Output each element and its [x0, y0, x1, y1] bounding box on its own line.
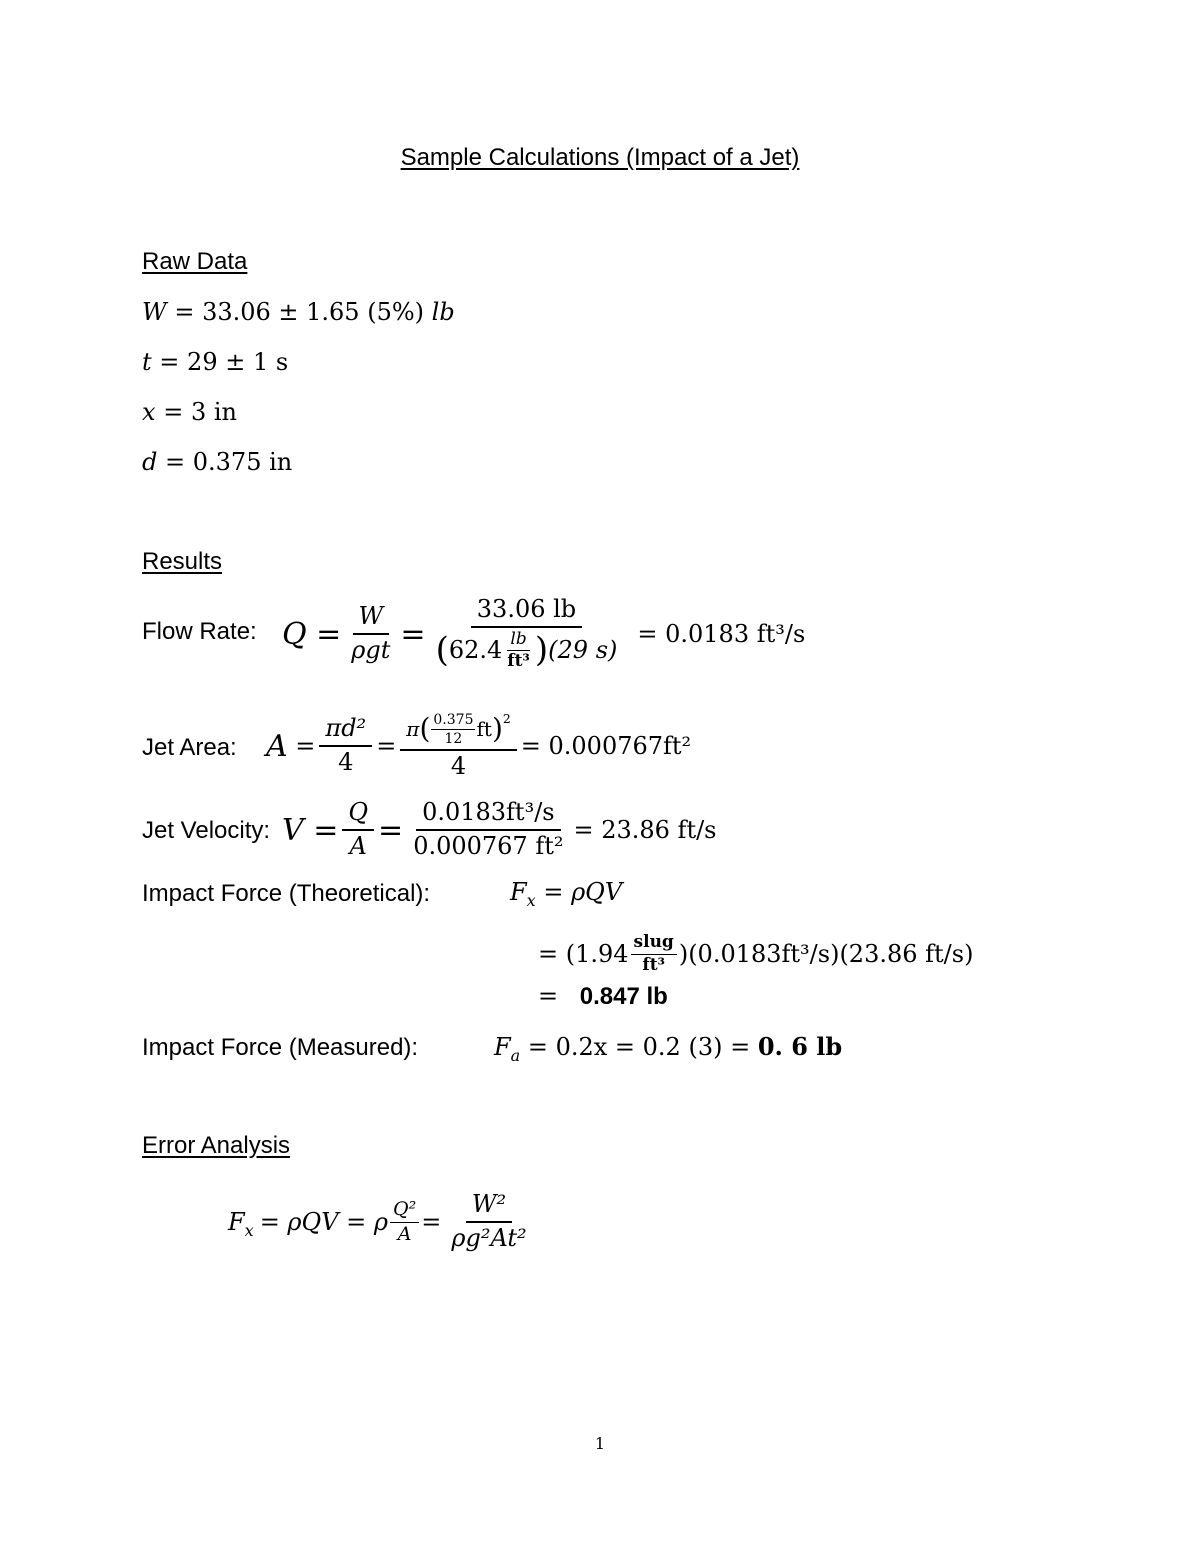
jet-area-result: = 0.000767ft²	[520, 732, 692, 760]
distance-symbol: x	[142, 398, 156, 426]
impact-measured-formula: $F_a = 0.2x = 0.2$ (3) = 0. 6 lb	[494, 1032, 843, 1065]
flow-rate-lhs: Q	[282, 616, 307, 652]
weight-unit: lb	[431, 298, 455, 326]
impact-measured-label: Impact Force (Measured):	[142, 1034, 419, 1061]
jet-area-fraction-1: $\frac{\text{πd²}}{4}$	[319, 715, 372, 776]
jet-velocity-lhs: V	[282, 812, 304, 848]
distance-value: 3 in	[190, 398, 237, 426]
jet-area-fraction-2: π ( $\frac{0.375}{12}$ ft ) $^2$ 4	[400, 712, 516, 781]
diameter-value: 0.375 in	[192, 448, 293, 476]
raw-diameter: d = 0.375 in	[142, 448, 293, 476]
inner-diameter-fraction: $\frac{0.375}{12}$	[433, 711, 474, 747]
raw-distance: x = 3 in	[142, 398, 237, 426]
error-fraction-1: $\frac{\text{Q²}}{A}$	[390, 1199, 419, 1246]
error-fraction-2: $\frac{\text{W²}}{\text{ρg²At²}}$	[451, 1190, 527, 1252]
density-unit-fraction: $\frac{lb}{\text{ft³}}$	[507, 628, 530, 672]
raw-weight: W = 33.06 ± 1.65 (5%) lb	[142, 298, 455, 326]
weight-symbol: W	[142, 298, 167, 326]
impact-theoretical-substitution: = (1.94 $\frac{\text{slug}}{\text{ft³}}$ )(0.0183ft³/s)(23.86 ft/s)	[538, 931, 974, 975]
flow-rate-fraction-2: 33.06 lb ( 62.4 $\frac{lb}{\text{ft³}}$ ) (29 s)	[435, 595, 618, 672]
jet-area-label: Jet Area:	[142, 734, 237, 761]
jet-velocity-fraction-1: $\frac{Q}{A}$	[342, 799, 374, 860]
impact-measured-result: 0. 6 lb	[757, 1032, 843, 1061]
impact-theoretical-formula: $F_x = \rho QV$	[510, 878, 623, 910]
section-heading-results: Results	[142, 548, 223, 575]
section-heading-raw-data: Raw Data	[142, 248, 248, 275]
page-number: 1	[594, 1434, 606, 1453]
jet-area-equation: A = $\frac{\text{πd²}}{4}$ = π ( $\frac{0.375}{12}$ ft ) $^2$ 4 = 0.000767ft²	[266, 710, 692, 780]
page-title: Sample Calculations (Impact of a Jet)	[400, 144, 800, 171]
impact-theoretical-result: = 0.847 lb	[538, 982, 668, 1010]
section-heading-error-analysis: Error Analysis	[142, 1132, 291, 1159]
raw-time: t = 29 ± 1 s	[142, 348, 289, 376]
flow-rate-equation: Q = $\frac{W}{\text{ρgt}}$ = 33.06 lb ( 62.4 $\frac{lb}{\text{ft³}}$ ) (29 s) = 0.0183 ft³/s	[282, 595, 806, 672]
jet-velocity-fraction-2: $\frac{\text{0.0183ft³/s}}{\text{0.000767 ft²}}$	[413, 798, 564, 860]
jet-velocity-result: = 23.86 ft/s	[573, 816, 717, 844]
diameter-symbol: d	[142, 448, 158, 476]
error-analysis-equation: F $_x$ = ρQV = ρ $\frac{\text{Q²}}{A}$ = $\frac{\text{W²}}{\text{ρg²At²}}$	[228, 1180, 537, 1264]
flow-rate-result: = 0.0183 ft³/s	[637, 620, 806, 648]
time-symbol: t	[142, 348, 152, 376]
flow-rate-label: Flow Rate:	[142, 618, 257, 645]
time-value: 29 ± 1 s	[187, 348, 289, 376]
jet-velocity-label: Jet Velocity:	[142, 817, 271, 844]
jet-area-lhs: A	[266, 728, 288, 764]
weight-value: 33.06 ± 1.65 (5%)	[202, 298, 425, 326]
impact-theoretical-label: Impact Force (Theoretical):	[142, 880, 431, 907]
flow-rate-fraction-1: $\frac{W}{\text{ρgt}}$	[351, 602, 391, 664]
jet-velocity-equation: V = $\frac{Q}{A}$ = $\frac{\text{0.0183ft³/s}}{\text{0.000767 ft²}}$ = 23.86 ft/s	[282, 798, 717, 860]
slug-unit-fraction: $\frac{\text{slug}}{\text{ft³}}$	[631, 933, 677, 975]
